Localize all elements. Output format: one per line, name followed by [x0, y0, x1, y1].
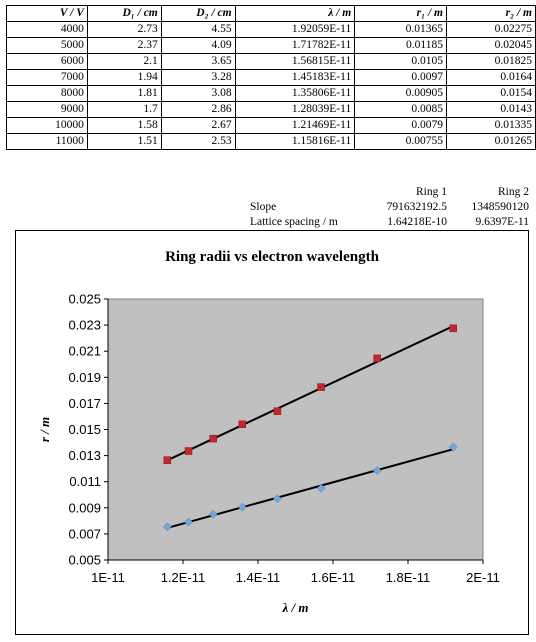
- table-row: [7, 102, 536, 118]
- data-point-square: [210, 435, 217, 442]
- table-cell: 0.00905: [355, 86, 447, 102]
- table-cell: 0.01335: [446, 118, 535, 134]
- table-cell: 1.56815E-11: [235, 54, 355, 70]
- table-cell: 1.21469E-11: [235, 118, 355, 134]
- table-cell: 8000: [7, 86, 88, 102]
- table-row: [7, 86, 536, 102]
- chart-title: Ring radii vs electron wavelength: [165, 249, 379, 265]
- table-cell: 0.02045: [446, 38, 535, 54]
- y-axis-label: r / m: [37, 416, 52, 443]
- data-point-square: [164, 457, 171, 464]
- spacing-ring2: 9.6397E-11: [475, 216, 529, 228]
- table-cell: 6000: [7, 54, 88, 70]
- slope-ring2: 1348590120: [471, 201, 529, 213]
- column-header: D₁ / cm: [87, 6, 161, 22]
- table-cell: 1.45183E-11: [235, 70, 355, 86]
- table-cell: 3.08: [161, 86, 235, 102]
- data-point-square: [318, 384, 325, 391]
- table-row: [7, 70, 536, 86]
- data-point-square: [239, 421, 246, 428]
- x-tick-label: 1E-11: [91, 570, 125, 585]
- table-cell: 2.53: [161, 134, 235, 150]
- spacing-ring1: 1.64218E-10: [387, 216, 447, 228]
- table-cell: 2.67: [161, 118, 235, 134]
- table-row: [7, 22, 536, 38]
- table-cell: 0.01265: [446, 134, 535, 150]
- x-axis-label: λ / m: [282, 600, 309, 615]
- table-cell: 4.09: [161, 38, 235, 54]
- data-point-square: [374, 355, 381, 362]
- table-cell: 2.86: [161, 102, 235, 118]
- table-cell: 4000: [7, 22, 88, 38]
- column-header: λ / m: [235, 6, 355, 22]
- table-cell: 1.51: [87, 134, 161, 150]
- y-tick-label: 0.011: [69, 474, 101, 490]
- table-body: [7, 22, 536, 150]
- y-tick-label: 0.015: [68, 422, 101, 437]
- column-header: D₂ / cm: [161, 6, 235, 22]
- column-header: r₂ / m: [446, 6, 535, 22]
- scatter-chart: [16, 231, 528, 634]
- y-tick-label: 0.009: [68, 500, 101, 516]
- table-cell: 1.92059E-11: [235, 22, 355, 38]
- ring1-header: Ring 1: [416, 186, 447, 198]
- spacing-label: Lattice spacing / m: [250, 216, 338, 228]
- table-row: [7, 54, 536, 70]
- table-cell: 10000: [7, 118, 88, 134]
- table-cell: 2.73: [87, 22, 161, 38]
- chart-frame: [15, 230, 529, 635]
- data-point-square: [274, 408, 281, 415]
- table-cell: 1.28039E-11: [235, 102, 355, 118]
- table-row: [7, 118, 536, 134]
- table-cell: 0.00755: [355, 134, 447, 150]
- slope-row: [0, 201, 536, 216]
- table-cell: 0.01825: [446, 54, 535, 70]
- table-cell: 0.0097: [355, 70, 447, 86]
- x-tick-label: 1.2E-11: [160, 570, 206, 585]
- table-cell: 1.81: [87, 86, 161, 102]
- x-tick-label: 1.6E-11: [310, 570, 356, 585]
- table-cell: 1.15816E-11: [235, 134, 355, 150]
- x-tick-label: 1.8E-11: [385, 570, 431, 585]
- table-cell: 1.94: [87, 70, 161, 86]
- table-cell: 0.01365: [355, 22, 447, 38]
- y-tick-label: 0.005: [68, 552, 101, 568]
- summary-header-row: [0, 186, 536, 201]
- table-cell: 1.58: [87, 118, 161, 134]
- y-tick-label: 0.007: [68, 526, 101, 542]
- data-point-square: [450, 325, 457, 332]
- slope-ring1: 791632192.5: [386, 201, 447, 213]
- table-cell: 3.65: [161, 54, 235, 70]
- table-cell: 1.71782E-11: [235, 38, 355, 54]
- slope-label: Slope: [250, 201, 277, 213]
- data-table: [6, 5, 536, 150]
- table-cell: 0.0154: [446, 86, 535, 102]
- y-tick-label: 0.017: [68, 395, 101, 411]
- y-tick-label: 0.025: [68, 291, 101, 307]
- table-cell: 3.28: [161, 70, 235, 86]
- table-cell: 0.0164: [446, 70, 535, 86]
- table-cell: 9000: [7, 102, 88, 118]
- table-cell: 0.0143: [446, 102, 535, 118]
- y-tick-label: 0.023: [68, 317, 101, 333]
- table-cell: 1.7: [87, 102, 161, 118]
- table-cell: 2.1: [87, 54, 161, 70]
- table-cell: 7000: [7, 70, 88, 86]
- y-tick-label: 0.019: [68, 369, 101, 385]
- table-header-row: [7, 6, 536, 22]
- column-header: V / V: [7, 6, 88, 22]
- x-tick-label: 2E-11: [466, 570, 500, 585]
- y-tick-label: 0.013: [68, 448, 101, 464]
- table-cell: 5000: [7, 38, 88, 54]
- table-cell: 0.0079: [355, 118, 447, 134]
- table-cell: 4.55: [161, 22, 235, 38]
- table-cell: 2.37: [87, 38, 161, 54]
- table-cell: 1.35806E-11: [235, 86, 355, 102]
- column-header: r₁ / m: [355, 6, 447, 22]
- table-cell: 0.0105: [355, 54, 447, 70]
- x-tick-label: 1.4E-11: [235, 570, 281, 585]
- y-tick-label: 0.021: [68, 343, 101, 359]
- data-point-square: [185, 448, 192, 455]
- table-cell: 11000: [7, 134, 88, 150]
- table-row: [7, 38, 536, 54]
- spacing-row: [0, 216, 536, 231]
- table-cell: 0.0085: [355, 102, 447, 118]
- table-row: [7, 134, 536, 150]
- table-cell: 0.02275: [446, 22, 535, 38]
- table-cell: 0.01185: [355, 38, 447, 54]
- ring2-header: Ring 2: [498, 186, 529, 198]
